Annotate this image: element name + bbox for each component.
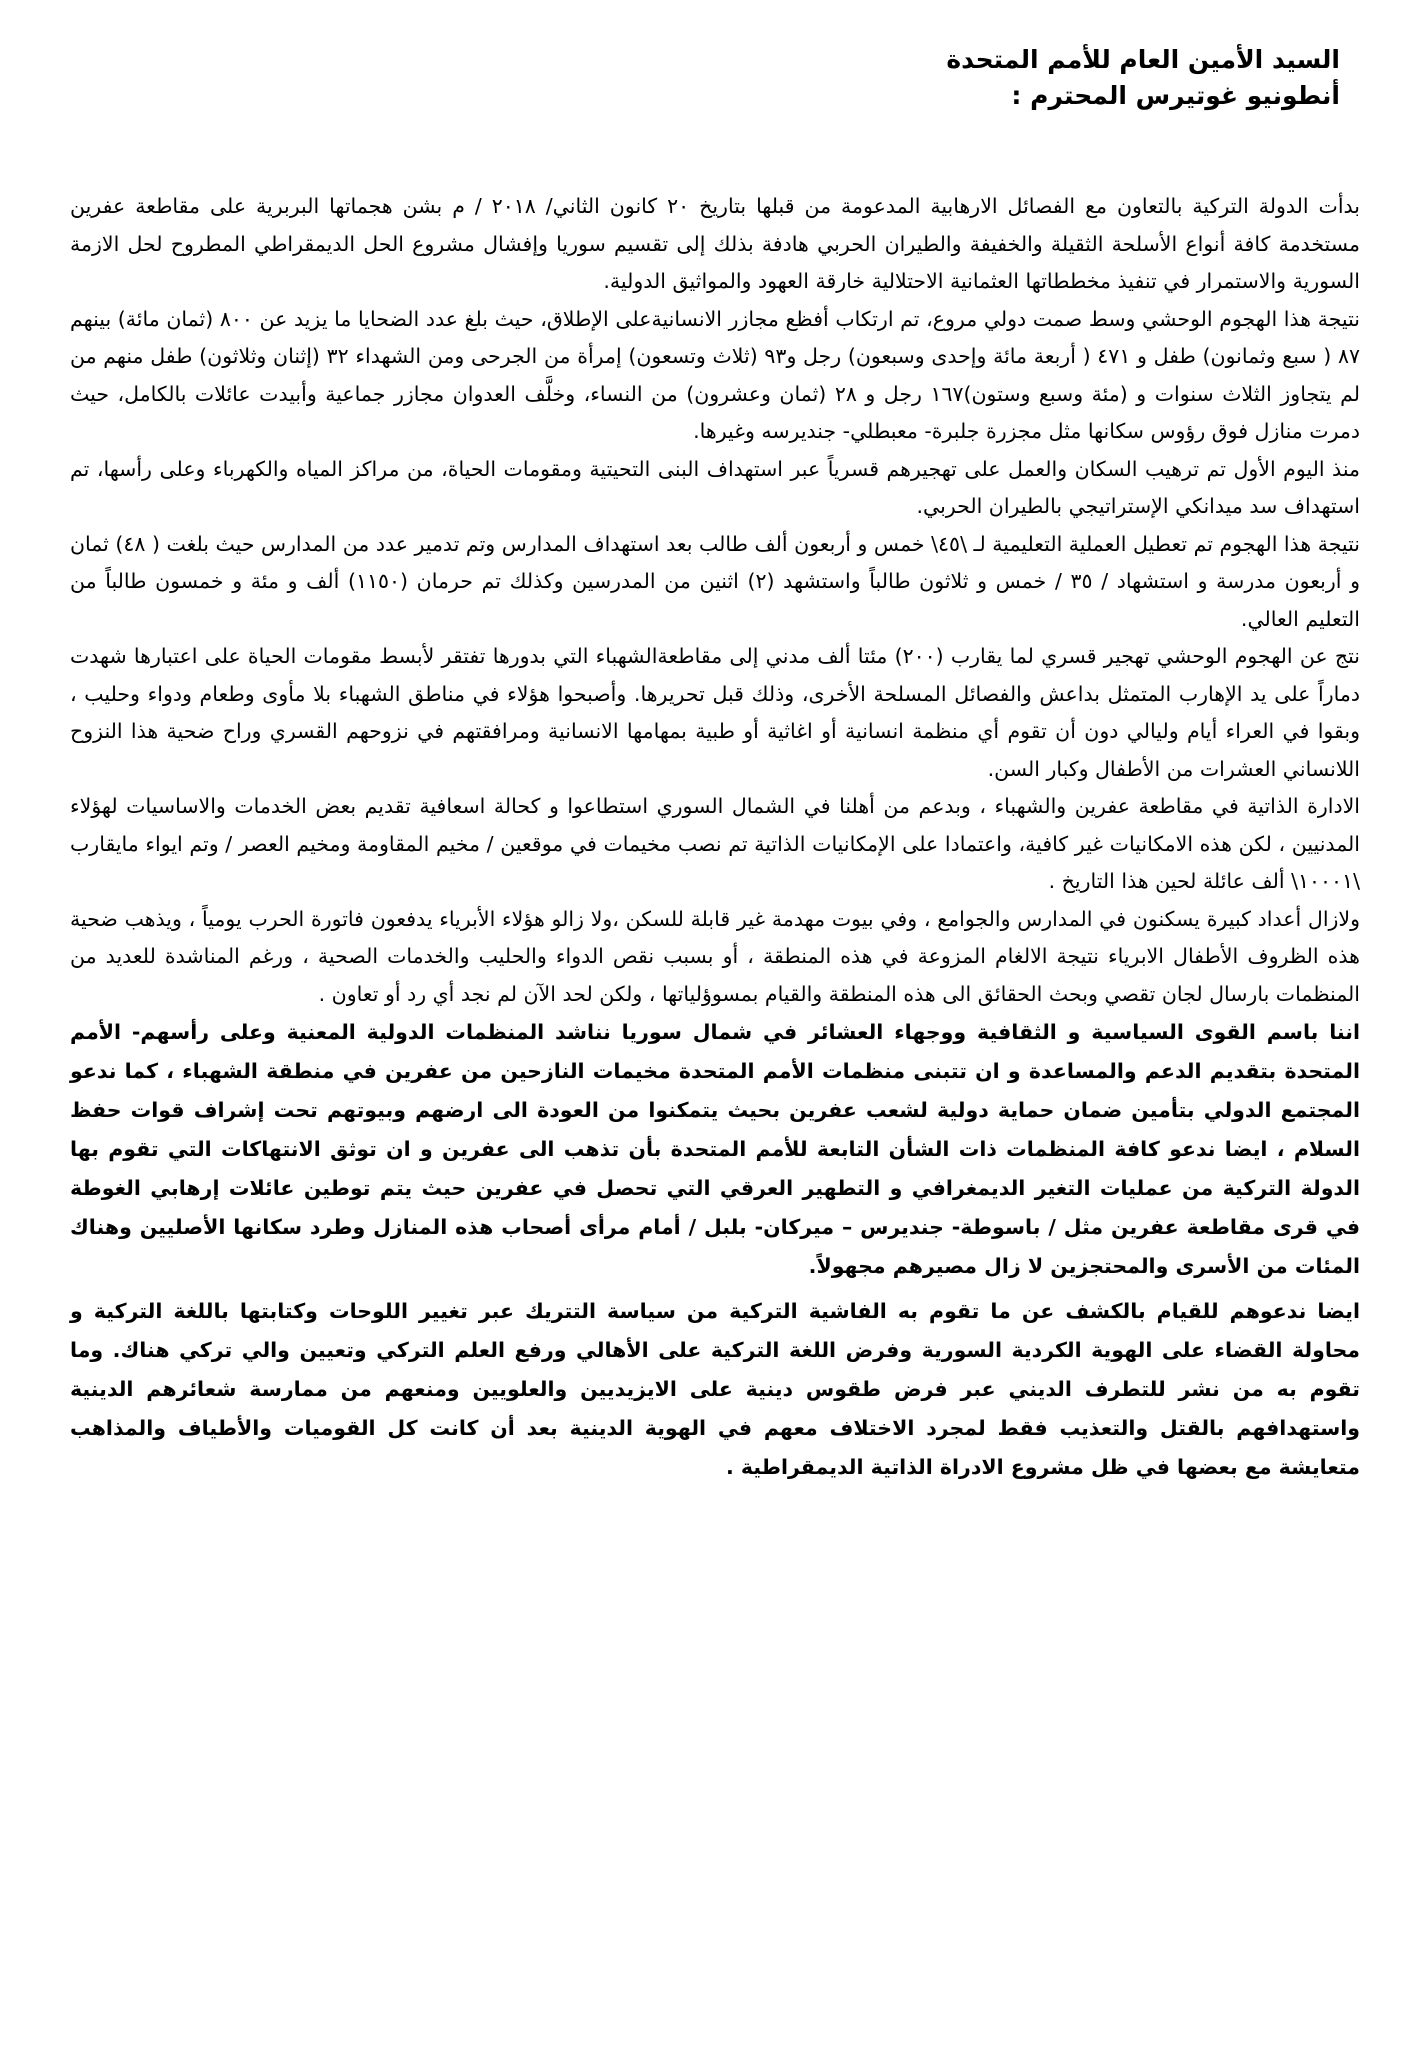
paragraph-casualties: نتيجة هذا الهجوم الوحشي وسط صمت دولي مروع، تم ارتكاب أفظع مجازر الانسانيةعلى الإطلاق، حيث بلغ عدد الضحايا ما يزيد عن ٨٠٠ (ثمان مائة) بينهم ٨٧ ( سبع وثمانون) طفل و ٤٧١ ( أربعة مائة وإحدى وسبعون) رجل و٩٣ (ثلاث وتسعون) إمرأة من الجرحى ومن الشهداء ٣٢ (إثنان وثلاثون) طفل منهم من لم يتجاوز الثلاث سنوات و (مئة وسبع وستون)١٦٧ رجل و ٢٨ (ثمان وعشرون) من النساء، وخلَّف العدوان مجازر جماعية وأبيدت عائلات بالكامل، حيث دمرت منازل فوق رؤوس سكانها مثل مجزرة جلبرة- معبطلي- جنديرسه وغيرها. xyxy=(70,306,1361,443)
salutation-block xyxy=(70,42,1360,114)
paragraph-living-conditions: ولازال أعداد كبيرة يسكنون في المدارس والجوامع ، وفي بيوت مهدمة غير قابلة للسكن ،ولا زالو هؤلاء الأبرياء يدفعون فاتورة الحرب يومياً ، ويذهب ضحية هذه الظروف الأطفال الابرياء نتيجة الالغام المزوعة في هذه المنطقة ، أو بسبب نقص الدواء والحليب والخدمات الصحية ، ورغم المناشدة للعديد من المنظمات بارسال لجان تقصي وبحث الحقائق الى هذه المنطقة والقيام بمسوؤلياتها ، ولكن لحد الآن لم نجد أي رد أو تعاون . xyxy=(70,906,1360,1006)
paragraph-displacement: نتج عن الهجوم الوحشي تهجير قسري لما يقارب (٢٠٠) مئتا ألف مدني إلى مقاطعةالشهباء التي بدورها تفتقر لأبسط مقومات الحياة على اعتبارها شهدت دماراً على يد الإهارب المتمثل بداعش والفصائل المسلحة الأخرى، وذلك قبل تحريرها. وأصبحوا هؤلاء في مناطق الشهباء بلا مأوى وطعام ودواء وحليب ، وبقوا في العراء أيام وليالي دون أن تقوم أي منظمة انسانية أو اغاثية أو طبية بمهامها الانسانية ومرافقتهم في نزوحهم القسري وراح ضحية هذا النزوح اللانساني العشرات من الأطفال وكبار السن. xyxy=(70,644,1360,781)
paragraph-appeal: اننا باسم القوى السياسية و الثقافية ووجهاء العشائر في شمال سوريا نناشد المنظمات الدولية المعنية وعلى رأسهم- الأمم المتحدة بتقديم الدعم والمساعدة و ان تتبنى منظمات الأمم المتحدة مخيمات النازحين من عفرين في منطقة الشهباء ، كما ندعو المجتمع الدولي بتأمين ضمان حماية دولية لشعب عفرين بحيث يتمكنوا من العودة الى ارضهم وبيوتهم تحت إشراف قوات حفظ السلام ، ايضا ندعو كافة المنظمات ذات الشأن التابعة للأمم المتحدة بأن تذهب الى عفرين و ان توثق الانتهاكات التي تقوم بها الدولة التركية من عمليات التغير الديمغرافي و التطهير العرقي التي تحصل في عفرين حيث يتم توطين عائلات إرهابي الغوطة في قرى مقاطعة عفرين مثل / باسوطة- جنديرس – ميركان- بلبل / أمام مرأى أصحاب هذه المنازل وطرد سكانها الأصليين وهناك المئات من الأسرى والمحتجزين لا زال مصيرهم مجهولاً. xyxy=(70,1020,1360,1278)
paragraph-administration: الادارة الذاتية في مقاطعة عفرين والشهباء ، وبدعم من أهلنا في الشمال السوري استطاعوا و كحالة اسعافية تقديم بعض الخدمات والاساسيات لهؤلاء المدنيين ، لكن هذه الامكانيات غير كافية، واعتمادا على الإمكانيات الذاتية تم نصب مخيمات في موقعين / مخيم المقاومة ومخيم العصر / وتم ايواء مايقارب \١٠٠٠١\ ألف عائلة لحين هذا التاريخ . xyxy=(70,794,1360,893)
recipient-name: أنطونيو غوتيرس المحترم : xyxy=(1011,81,1340,110)
recipient-title: السيد الأمين العام للأمم المتحدة xyxy=(946,45,1340,74)
paragraph-turkification: ايضا ندعوهم للقيام بالكشف عن ما تقوم به الفاشية التركية من سياسة التتريك عبر تغيير اللوحات وكتابتها باللغة التركية و محاولة القضاء على الهوية الكردية السورية وفرض اللغة التركية على الأهالي ورفع العلم التركي وتعيين والي تركي هناك. وما تقوم به من نشر للتطرف الديني عبر فرض طقوس دينية على الايزيديين والعلويين ومنعهم من ممارسة شعائرهم الدينية واستهدافهم بالقتل والتعذيب فقط لمجرد الاختلاف معهم في الهوية الدينية بعد أن كانت كل القوميات والأطياف والمذاهب متعايشة مع بعضها في ظل مشروع الادراة الذاتية الديمقراطية . xyxy=(70,1299,1360,1479)
letter-body xyxy=(70,188,1360,1487)
paragraph-infrastructure: منذ اليوم الأول تم ترهيب السكان والعمل على تهجيرهم قسرياً عبر استهداف البنى التحيتية ومقومات الحياة، من مراكز المياه والكهرباء وعلى رأسها، تم استهداف سد ميدانكي الإستراتيجي بالطيران الحربي. xyxy=(70,456,1360,518)
letter-page xyxy=(70,42,1360,1487)
paragraph-offensive-start: بدأت الدولة التركية بالتعاون مع الفصائل الارهابية المدعومة من قبلها بتاريخ ٢٠ كانون الثاني/ ٢٠١٨ / م بشن هجماتها البربرية على مقاطعة عفرين مستخدمة كافة أنواع الأسلحة الثقيلة والخفيفة والطيران الحربي هادفة بذلك إلى تقسيم سوريا وإفشال مشروع الحل الديمقراطي المطروح لحل الازمة السورية والاستمرار في تنفيذ مخططاتها العثمانية الاحتلالية خارقة العهود والمواثيق الدولية. xyxy=(70,194,1360,293)
paragraph-education: نتيجة هذا الهجوم تم تعطيل العملية التعليمية لـ \٤٥\ خمس و أربعون ألف طالب بعد استهداف المدارس وتم تدمير عدد من المدارس حيث بلغت ( ٤٨) ثمان و أربعون مدرسة و استشهاد / ٣٥ / خمس و ثلاثون طالباً واستشهد (٢) اثنين من المدرسين وكذلك تم حرمان (١١٥٠) ألف و مئة و خمسون طالباً من التعليم العالي. xyxy=(70,531,1361,631)
